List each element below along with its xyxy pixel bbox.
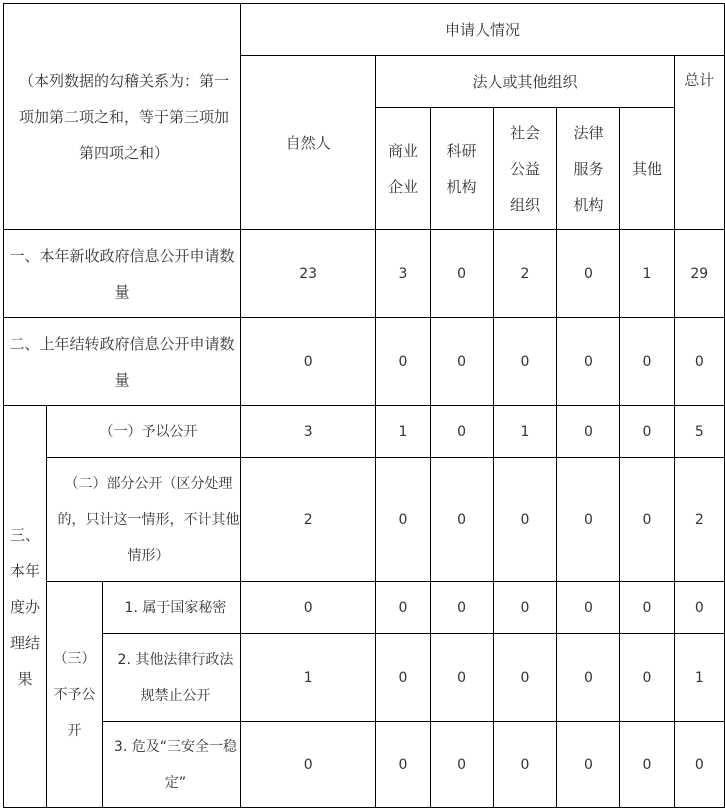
- commercial-header-line2: 企业: [387, 177, 418, 196]
- row-label: 1. 属于国家秘密: [102, 582, 240, 634]
- legal-service-header-line1: 法律: [573, 123, 604, 142]
- cell-value: 0: [430, 458, 493, 582]
- social-header-line3: 组织: [509, 195, 540, 214]
- cell-value: 0: [376, 318, 430, 406]
- cell-value: 0: [674, 318, 724, 406]
- cell-value: 0: [493, 458, 557, 582]
- table-row: [4, 582, 725, 634]
- cell-value: 0: [430, 582, 493, 634]
- row-label: 二、上年结转政府信息公开申请数量: [4, 318, 241, 406]
- total-header: 总计: [674, 56, 724, 230]
- cell-value: 23: [240, 230, 375, 318]
- cell-value: 0: [674, 582, 724, 634]
- research-header: [430, 108, 493, 230]
- social-header-line1: 社会: [509, 123, 540, 142]
- cell-value: 0: [376, 634, 430, 722]
- cell-value: 0: [430, 406, 493, 458]
- cell-value: 0: [430, 634, 493, 722]
- cell-value: 0: [557, 722, 620, 808]
- research-header-line1: 科研: [446, 141, 477, 160]
- cell-value: 0: [557, 458, 620, 582]
- cell-value: 0: [557, 634, 620, 722]
- column-note-text: （本列数据的勾稽关系为：第一项加第二项之和，等于第三项加第四项之和）: [18, 71, 229, 162]
- table-row: [4, 458, 725, 582]
- cell-value: 0: [376, 582, 430, 634]
- cell-value: 0: [620, 458, 674, 582]
- disclosure-stats-table: [3, 3, 725, 808]
- commercial-header-line1: 商业: [387, 141, 418, 160]
- cell-value: 0: [240, 582, 375, 634]
- other-header: 其他: [620, 108, 674, 230]
- row-label: 2. 其他法律行政法规禁止公开: [102, 634, 240, 722]
- cell-value: 0: [376, 722, 430, 808]
- cell-value: 0: [430, 230, 493, 318]
- cell-value: 2: [493, 230, 557, 318]
- table-row: [4, 406, 725, 458]
- row-label: 一、本年新收政府信息公开申请数量: [4, 230, 241, 318]
- cell-value: 0: [620, 406, 674, 458]
- row-label: 3. 危及“三安全一稳定”: [102, 722, 240, 808]
- cell-value: 0: [493, 634, 557, 722]
- cell-value: 0: [674, 722, 724, 808]
- cell-value: 0: [620, 582, 674, 634]
- commercial-header: [376, 108, 430, 230]
- cell-value: 2: [240, 458, 375, 582]
- cell-value: 29: [674, 230, 724, 318]
- cell-value: 0: [430, 722, 493, 808]
- research-header-line2: 机构: [446, 177, 477, 196]
- cell-value: 0: [376, 458, 430, 582]
- table-row: [4, 318, 725, 406]
- cell-value: 5: [674, 406, 724, 458]
- cell-value: 0: [620, 634, 674, 722]
- legal-service-header: [557, 108, 620, 230]
- cell-value: 1: [376, 406, 430, 458]
- applicant-status-header: 申请人情况: [240, 4, 724, 56]
- table-row: [4, 722, 725, 808]
- social-header-line2: 公益: [509, 159, 540, 178]
- refuse-label: （三）不予公开: [47, 582, 103, 808]
- cell-value: 1: [240, 634, 375, 722]
- cell-value: 1: [674, 634, 724, 722]
- cell-value: 0: [620, 318, 674, 406]
- cell-value: 3: [376, 230, 430, 318]
- cell-value: 0: [557, 230, 620, 318]
- table-row: [4, 634, 725, 722]
- cell-value: 0: [557, 582, 620, 634]
- social-header: [493, 108, 557, 230]
- cell-value: 0: [240, 318, 375, 406]
- cell-value: 0: [493, 318, 557, 406]
- cell-value: 1: [493, 406, 557, 458]
- cell-value: 3: [240, 406, 375, 458]
- cell-value: 0: [240, 722, 375, 808]
- cell-value: 0: [493, 722, 557, 808]
- cell-value: 2: [674, 458, 724, 582]
- cell-value: 0: [620, 722, 674, 808]
- legal-service-header-line3: 机构: [573, 195, 604, 214]
- section3-label: 三、本年度办理结果: [4, 406, 47, 808]
- cell-value: 0: [430, 318, 493, 406]
- legal-group-header: 法人或其他组织: [376, 56, 674, 108]
- legal-service-header-line2: 服务: [573, 159, 604, 178]
- cell-value: 0: [557, 318, 620, 406]
- cell-value: 0: [493, 582, 557, 634]
- table-row: [4, 230, 725, 318]
- row-label: （二）部分公开（区分处理的，只计这一情形，不计其他情形）: [47, 458, 241, 582]
- cell-value: 1: [620, 230, 674, 318]
- column-note-cell: [4, 4, 241, 230]
- cell-value: 0: [557, 406, 620, 458]
- row-label: （一）予以公开: [47, 406, 241, 458]
- natural-person-header: 自然人: [240, 56, 375, 230]
